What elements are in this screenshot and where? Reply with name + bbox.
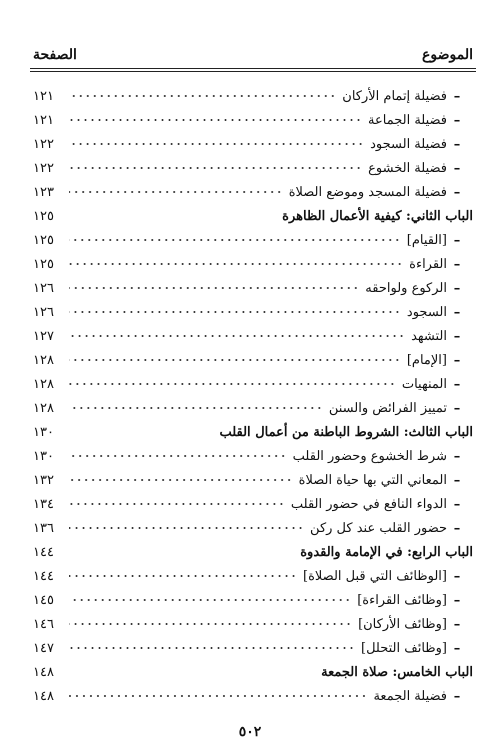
header-rule-top [30,68,476,69]
entry-page-number: ١٢٢ [33,136,54,152]
entry-dash: – [453,616,461,632]
entry-page-number: ١٤٤ [33,568,54,584]
entry-title: تمييز الفرائض والسنن [328,400,447,416]
entry-dash: – [453,352,461,368]
entry-page-number: ١٢١ [33,112,54,128]
entry-dash: – [453,688,461,704]
dot-leader [69,258,403,270]
toc-entry-row [33,84,473,108]
entry-page-number: ١٤٧ [33,640,54,656]
toc-entry-row [33,588,473,612]
chapter-title: الباب الرابع: في الإمامة والقدوة [300,544,473,560]
dot-leader [69,162,362,174]
toc-entry-row [33,180,473,204]
entry-dash: – [453,520,461,536]
toc-entry-row [33,300,473,324]
dot-leader [69,450,287,462]
entry-title: فضيلة الجمعة [373,688,447,704]
toc-entry-row [33,156,473,180]
entry-title: [الوظائف التي قبل الصلاة] [303,568,447,584]
entry-title: [وظائف القراءة] [357,592,447,608]
entry-page-number: ١٢٨ [33,352,54,368]
page-number: ٥٠٢ [238,724,262,740]
toc-entry-row [33,276,473,300]
toc-chapter-row [33,420,473,444]
entry-title: [الإمام] [406,352,447,368]
toc-header [33,44,473,66]
entry-dash: – [453,280,461,296]
entry-dash: – [453,256,461,272]
dot-leader [69,570,297,582]
dot-leader [69,210,276,222]
dot-leader [69,426,213,438]
dot-leader [69,138,364,150]
page-column-heading: الصفحة [33,47,77,63]
entry-title: التشهد [411,328,447,344]
topic-column-heading: الموضوع [422,47,473,63]
toc-entry-row [33,108,473,132]
entry-page-number: ١٢٨ [33,376,54,392]
entry-dash: – [453,472,461,488]
dot-leader [69,330,405,342]
entry-page-number: ١٤٨ [33,664,54,680]
entry-dash: – [453,304,461,320]
entry-title: شرط الخشوع وحضور القلب [292,448,447,464]
toc-chapter-row [33,540,473,564]
dot-leader [69,90,336,102]
entry-page-number: ١٢١ [33,88,54,104]
entry-page-number: ١٢٣ [33,184,54,200]
toc-entry-row [33,684,473,708]
entry-dash: – [453,640,461,656]
dot-leader [69,618,352,630]
toc-list [33,84,473,708]
entry-dash: – [453,400,461,416]
entry-title: فضيلة السجود [370,136,447,152]
dot-leader [69,666,315,678]
entry-dash: – [453,568,461,584]
dot-leader [69,306,401,318]
entry-page-number: ١٢٧ [33,328,54,344]
dot-leader [69,474,293,486]
chapter-title: الباب الثالث: الشروط الباطنة من أعمال القلب [219,424,473,440]
entry-page-number: ١٢٢ [33,160,54,176]
entry-page-number: ١٣٠ [33,424,54,440]
chapter-title: الباب الخامس: صلاة الجمعة [321,664,473,680]
dot-leader [69,354,401,366]
dot-leader [69,186,283,198]
dot-leader [69,546,294,558]
entry-page-number: ١٢٥ [33,208,54,224]
entry-title: القراءة [409,256,447,272]
header-rule-bottom [30,71,476,72]
entry-page-number: ١٤٤ [33,544,54,560]
toc-entry-row [33,564,473,588]
entry-dash: – [453,376,461,392]
entry-dash: – [453,112,461,128]
toc-entry-row [33,252,473,276]
entry-page-number: ١٢٦ [33,280,54,296]
entry-page-number: ١٣٤ [33,496,54,512]
toc-entry-row [33,444,473,468]
entry-title: حضور القلب عند كل ركن [310,520,447,536]
entry-title: المعاني التي بها حياة الصلاة [298,472,447,488]
entry-dash: – [453,160,461,176]
entry-dash: – [453,328,461,344]
toc-entry-row [33,468,473,492]
entry-title: [وظائف الأركان] [358,616,447,632]
entry-page-number: ١٢٥ [33,232,54,248]
entry-title: [وظائف التحلل] [361,640,447,656]
entry-page-number: ١٣٠ [33,448,54,464]
dot-leader [69,594,351,606]
entry-dash: – [453,136,461,152]
entry-title: المنهيات [401,376,447,392]
toc-entry-row [33,324,473,348]
entry-page-number: ١٢٨ [33,400,54,416]
entry-title: [القيام] [406,232,447,248]
toc-entry-row [33,636,473,660]
toc-chapter-row [33,204,473,228]
entry-dash: – [453,592,461,608]
entry-title: السجود [406,304,447,320]
dot-leader [69,642,355,654]
entry-title: فضيلة الخشوع [368,160,447,176]
entry-dash: – [453,88,461,104]
dot-leader [69,690,367,702]
dot-leader [69,282,359,294]
dot-leader [69,498,285,510]
toc-entry-row [33,612,473,636]
entry-dash: – [453,448,461,464]
toc-chapter-row [33,660,473,684]
toc-entry-row [33,348,473,372]
entry-title: الدواء النافع في حضور القلب [290,496,447,512]
toc-entry-row [33,516,473,540]
toc-entry-row [33,372,473,396]
entry-title: فضيلة المسجد وموضع الصلاة [288,184,447,200]
entry-page-number: ١٣٢ [33,472,54,488]
entry-page-number: ١٢٦ [33,304,54,320]
entry-page-number: ١٤٦ [33,616,54,632]
dot-leader [69,522,304,534]
entry-page-number: ١٣٦ [33,520,54,536]
toc-entry-row [33,396,473,420]
dot-leader [69,378,396,390]
toc-entry-row [33,132,473,156]
dot-leader [69,234,401,246]
dot-leader [69,402,323,414]
toc-entry-row [33,492,473,516]
entry-dash: – [453,184,461,200]
entry-page-number: ١٤٨ [33,688,54,704]
toc-entry-row [33,228,473,252]
entry-title: فضيلة إتمام الأركان [342,88,447,104]
entry-dash: – [453,232,461,248]
entry-dash: – [453,496,461,512]
dot-leader [69,114,362,126]
entry-page-number: ١٢٥ [33,256,54,272]
entry-title: فضيلة الجماعة [368,112,447,128]
chapter-title: الباب الثاني: كيفية الأعمال الظاهرة [282,208,473,224]
entry-page-number: ١٤٥ [33,592,54,608]
entry-title: الركوع ولواحقه [365,280,447,296]
